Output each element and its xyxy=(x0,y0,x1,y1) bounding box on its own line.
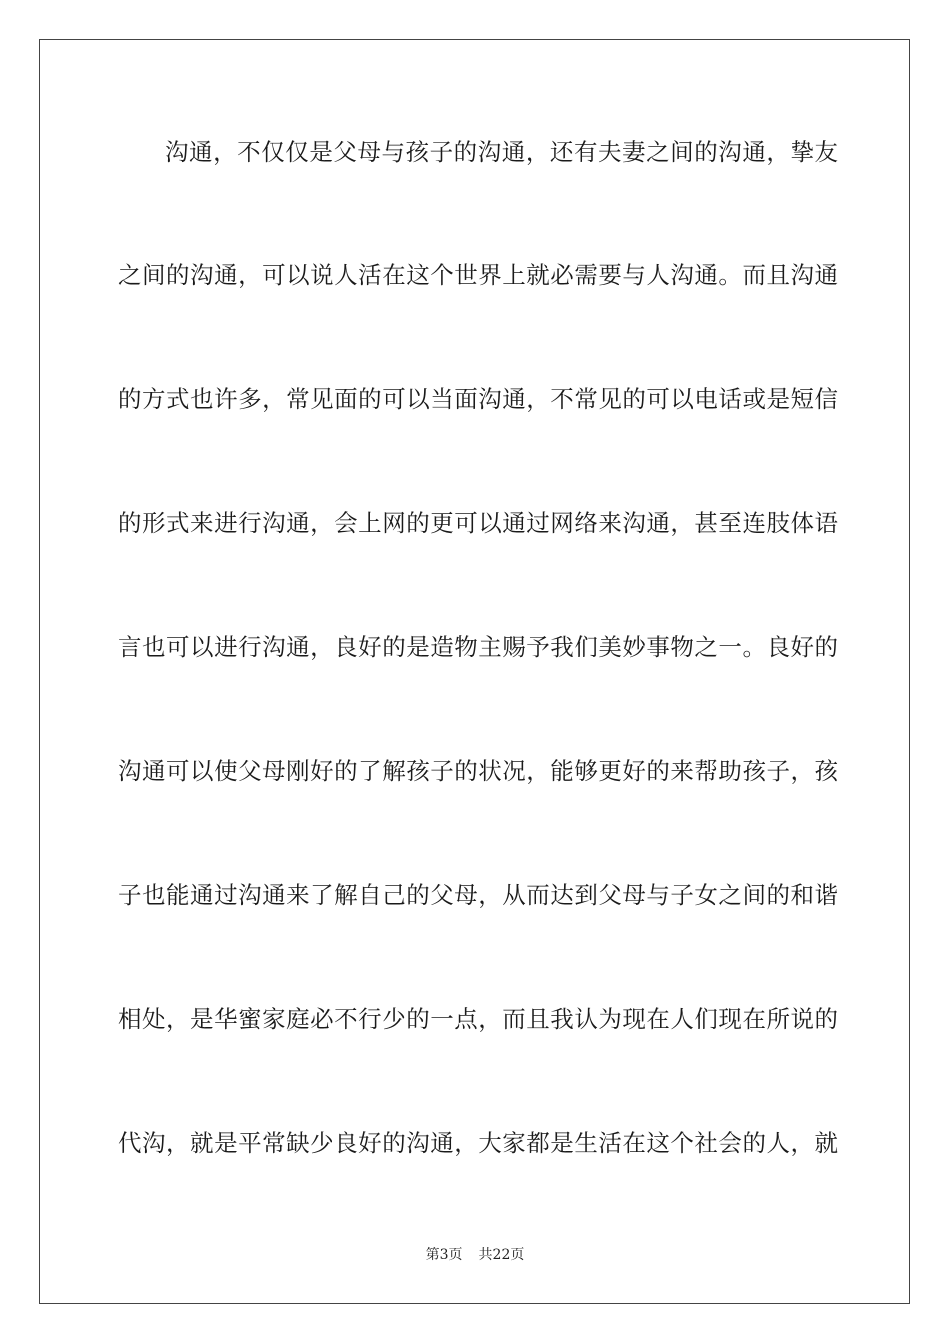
paragraph-line: 沟通可以使父母刚好的了解孩子的状况，能够更好的来帮助孩子，孩 xyxy=(118,757,838,785)
page-footer xyxy=(0,1246,950,1264)
page-number: 第3页 xyxy=(425,1247,463,1263)
paragraph-line: 的方式也许多，常见面的可以当面沟通，不常见的可以电话或是短信 xyxy=(118,385,838,413)
paragraph-line: 相处，是华蜜家庭必不行少的一点，而且我认为现在人们现在所说的 xyxy=(118,1005,838,1033)
paragraph-line: 之间的沟通，可以说人活在这个世界上就必需要与人沟通。而且沟通 xyxy=(118,261,838,289)
paragraph-line: 子也能通过沟通来了解自己的父母，从而达到父母与子女之间的和谐 xyxy=(118,881,838,909)
paragraph-line: 的形式来进行沟通，会上网的更可以通过网络来沟通，甚至连肢体语 xyxy=(118,509,838,537)
paragraph-line: 沟通，不仅仅是父母与孩子的沟通，还有夫妻之间的沟通，挚友 xyxy=(165,138,838,166)
paragraph-line: 言也可以进行沟通，良好的是造物主赐予我们美妙事物之一。良好的 xyxy=(118,633,838,661)
page-total: 共22页 xyxy=(478,1247,525,1263)
page-border xyxy=(39,39,910,1304)
paragraph-line: 代沟，就是平常缺少良好的沟通，大家都是生活在这个社会的人，就 xyxy=(118,1129,838,1157)
